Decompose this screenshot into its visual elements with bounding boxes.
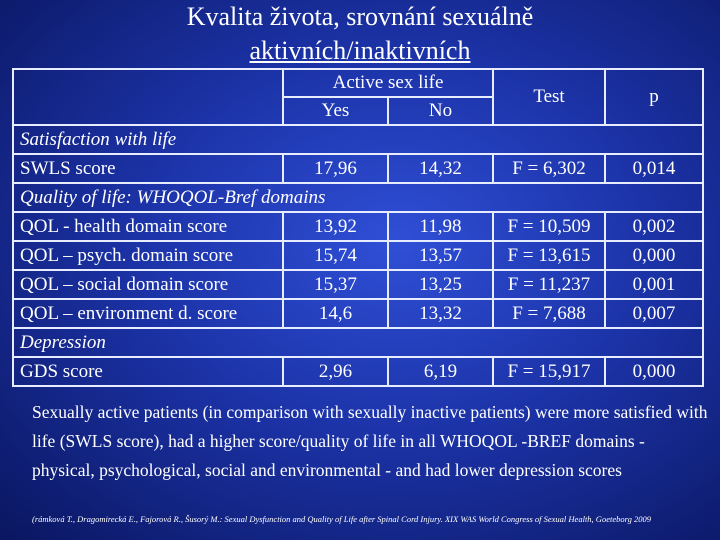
cell-yes: 17,96: [283, 154, 388, 183]
section-label: Depression: [13, 328, 703, 357]
slide-title: [0, 0, 720, 68]
header-row-group: [13, 69, 703, 97]
cell-yes: 13,92: [283, 212, 388, 241]
cell-p: 0,014: [605, 154, 703, 183]
section-label: Quality of life: WHOQOL-Bref domains: [13, 183, 703, 212]
table-row: [13, 154, 703, 183]
cell-test: F = 11,237: [493, 270, 605, 299]
section-row-depression: [13, 328, 703, 357]
section-row-qol: [13, 183, 703, 212]
row-label: GDS score: [13, 357, 283, 386]
cell-test: F = 13,615: [493, 241, 605, 270]
cell-p: 0,000: [605, 357, 703, 386]
table-row: [13, 241, 703, 270]
slide-title-line1: Kvalita života, srovnání sexuálně: [186, 2, 534, 31]
cell-no: 6,19: [388, 357, 493, 386]
table-row: [13, 212, 703, 241]
cell-no: 13,25: [388, 270, 493, 299]
cell-p: 0,007: [605, 299, 703, 328]
header-no: No: [388, 97, 493, 125]
row-label: QOL – social domain score: [13, 270, 283, 299]
citation-text: (rámková T., Dragomirecká E., Fajorová R., Šusorý M.: Sexual Dysfunction and Quality of Life after Spinal Cord Injury. XIX WAS World Congress of Sexual Health, Goeteborg 2009: [32, 514, 651, 524]
slide-title-line2: aktivních/inaktivních: [249, 36, 471, 65]
table-row: [13, 357, 703, 386]
header-yes: Yes: [283, 97, 388, 125]
cell-p: 0,002: [605, 212, 703, 241]
header-empty-cell: [13, 69, 283, 125]
header-active-sex-life: Active sex life: [283, 69, 493, 97]
cell-yes: 15,74: [283, 241, 388, 270]
cell-yes: 15,37: [283, 270, 388, 299]
cell-p: 0,001: [605, 270, 703, 299]
row-label: SWLS score: [13, 154, 283, 183]
cell-no: 13,57: [388, 241, 493, 270]
table-row: [13, 270, 703, 299]
row-label: QOL – psych. domain score: [13, 241, 283, 270]
cell-test: F = 15,917: [493, 357, 605, 386]
table-row: [13, 299, 703, 328]
results-table: [12, 68, 704, 387]
cell-p: 0,000: [605, 241, 703, 270]
cell-test: F = 6,302: [493, 154, 605, 183]
cell-no: 13,32: [388, 299, 493, 328]
cell-no: 14,32: [388, 154, 493, 183]
header-p: p: [605, 69, 703, 125]
row-label: QOL – environment d. score: [13, 299, 283, 328]
section-row-satisfaction: [13, 125, 703, 154]
cell-test: F = 7,688: [493, 299, 605, 328]
cell-yes: 2,96: [283, 357, 388, 386]
cell-test: F = 10,509: [493, 212, 605, 241]
cell-no: 11,98: [388, 212, 493, 241]
cell-yes: 14,6: [283, 299, 388, 328]
row-label: QOL - health domain score: [13, 212, 283, 241]
header-test: Test: [493, 69, 605, 125]
section-label: Satisfaction with life: [13, 125, 703, 154]
summary-text: Sexually active patients (in comparison with sexually inactive patients) were more satisfied with life (SWLS score), had a higher score/quality of life in all WHOQOL -BREF domains - physical, psychological, social and environmental - and had lower depression scores: [32, 402, 708, 480]
